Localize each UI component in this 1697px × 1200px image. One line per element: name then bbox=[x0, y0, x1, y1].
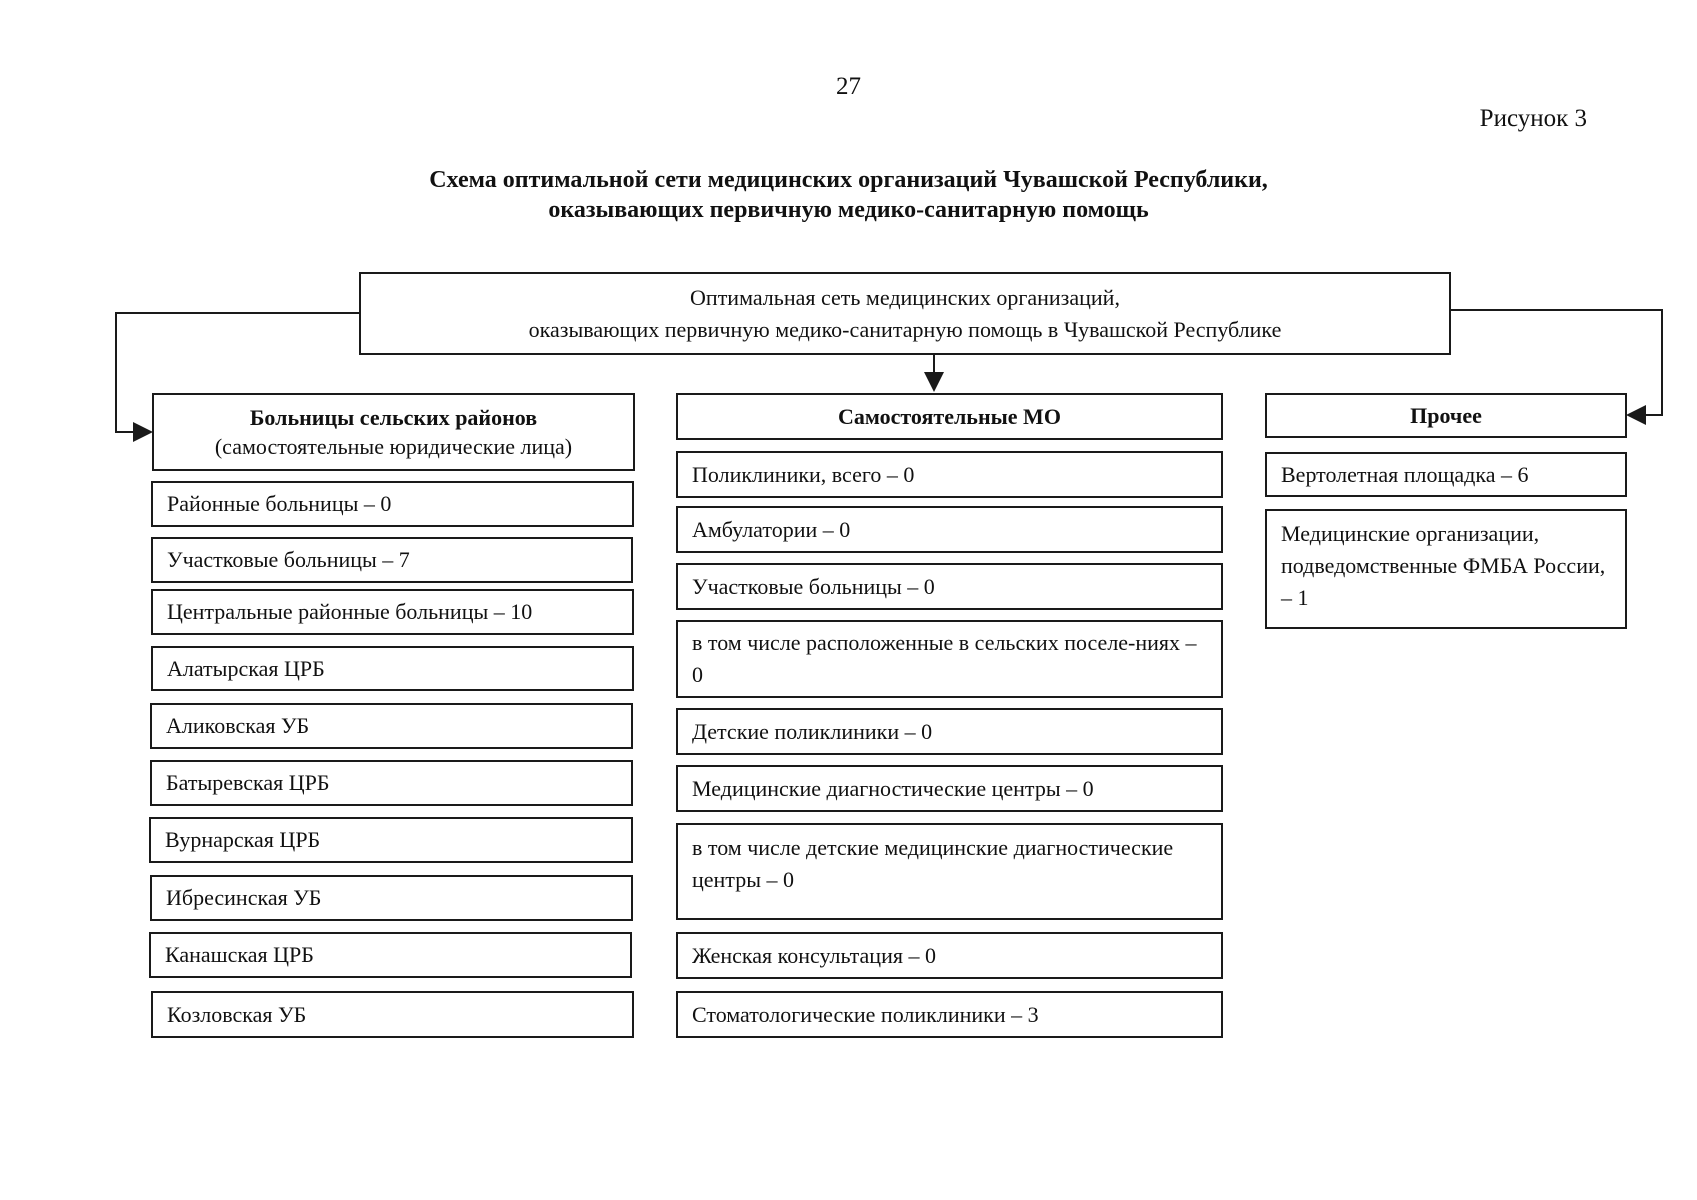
middle-item-text: Женская консультация – 0 bbox=[692, 942, 936, 968]
right-item-text: Медицинские организации, подведомственные ФМБА России, – 1 bbox=[1281, 521, 1606, 610]
left-item-text: Батыревская ЦРБ bbox=[166, 770, 330, 795]
middle-item-box bbox=[676, 765, 1223, 812]
left-item-box bbox=[150, 760, 633, 806]
left-item-text: Алатырская ЦРБ bbox=[167, 655, 325, 681]
left-item-box bbox=[150, 875, 633, 921]
left-header-subtitle: (самостоятельные юридические лица) bbox=[214, 434, 573, 459]
middle-header-box bbox=[676, 393, 1223, 440]
middle-item-box bbox=[676, 823, 1223, 920]
middle-item-text: в том числе детские медицинские диагностические центры – 0 bbox=[692, 835, 1174, 892]
middle-item-text: Амбулатории – 0 bbox=[692, 516, 851, 542]
middle-item-box bbox=[676, 451, 1223, 498]
left-item-text: Районные больницы – 0 bbox=[167, 491, 392, 516]
title-line-1: Схема оптимальной сети медицинских организаций Чувашской Республики, bbox=[429, 167, 1268, 193]
right-item-box bbox=[1265, 452, 1627, 497]
middle-item-text: в том числе расположенные в сельских поселе-ниях – 0 bbox=[692, 630, 1197, 687]
middle-item-box bbox=[676, 991, 1223, 1038]
middle-item-text: Детские поликлиники – 0 bbox=[692, 718, 933, 744]
middle-item-box bbox=[676, 932, 1223, 979]
left-item-text: Вурнарская ЦРБ bbox=[165, 827, 321, 852]
left-item-box bbox=[151, 537, 633, 583]
left-item-box bbox=[149, 817, 633, 863]
left-header-box bbox=[152, 393, 635, 471]
middle-item-text: Участковые больницы – 0 bbox=[692, 573, 935, 599]
left-item-box bbox=[151, 646, 634, 691]
middle-item-box bbox=[676, 506, 1223, 553]
diagram-title bbox=[0, 165, 1697, 225]
left-header-title: Больницы сельских районов bbox=[249, 405, 538, 430]
middle-item-box bbox=[676, 563, 1223, 610]
middle-item-box bbox=[676, 708, 1223, 755]
middle-header-title: Самостоятельные МО bbox=[838, 403, 1061, 429]
root-line-1: Оптимальная сеть медицинских организаций, bbox=[690, 284, 1120, 310]
right-item-box bbox=[1265, 509, 1627, 629]
left-item-text: Участковые больницы – 7 bbox=[167, 547, 410, 572]
right-item-text: Вертолетная площадка – 6 bbox=[1281, 461, 1529, 487]
root-line-2: оказывающих первичную медико-санитарную помощь в Чувашской Республике bbox=[528, 316, 1282, 342]
left-item-text: Аликовская УБ bbox=[166, 713, 310, 738]
left-item-box bbox=[150, 703, 633, 749]
left-item-box bbox=[151, 481, 634, 527]
left-item-text: Козловская УБ bbox=[167, 1001, 307, 1027]
left-item-box bbox=[149, 932, 632, 978]
left-item-text: Канашская ЦРБ bbox=[165, 942, 314, 967]
root-box bbox=[359, 272, 1451, 355]
page-number: 27 bbox=[836, 73, 861, 100]
left-item-box bbox=[151, 589, 634, 635]
right-header-box bbox=[1265, 393, 1627, 438]
middle-item-box bbox=[676, 620, 1223, 698]
middle-item-text: Медицинские диагностические центры – 0 bbox=[692, 775, 1094, 801]
right-header-title: Прочее bbox=[1410, 402, 1482, 428]
middle-item-text: Поликлиники, всего – 0 bbox=[692, 461, 915, 487]
left-item-text: Центральные районные больницы – 10 bbox=[167, 599, 533, 624]
left-item-box bbox=[151, 991, 634, 1038]
left-item-text: Ибресинская УБ bbox=[166, 885, 322, 910]
figure-label: Рисунок 3 bbox=[1479, 105, 1587, 132]
middle-item-text: Стоматологические поликлиники – 3 bbox=[692, 1001, 1039, 1027]
title-line-2: оказывающих первичную медико-санитарную помощь bbox=[548, 197, 1149, 223]
